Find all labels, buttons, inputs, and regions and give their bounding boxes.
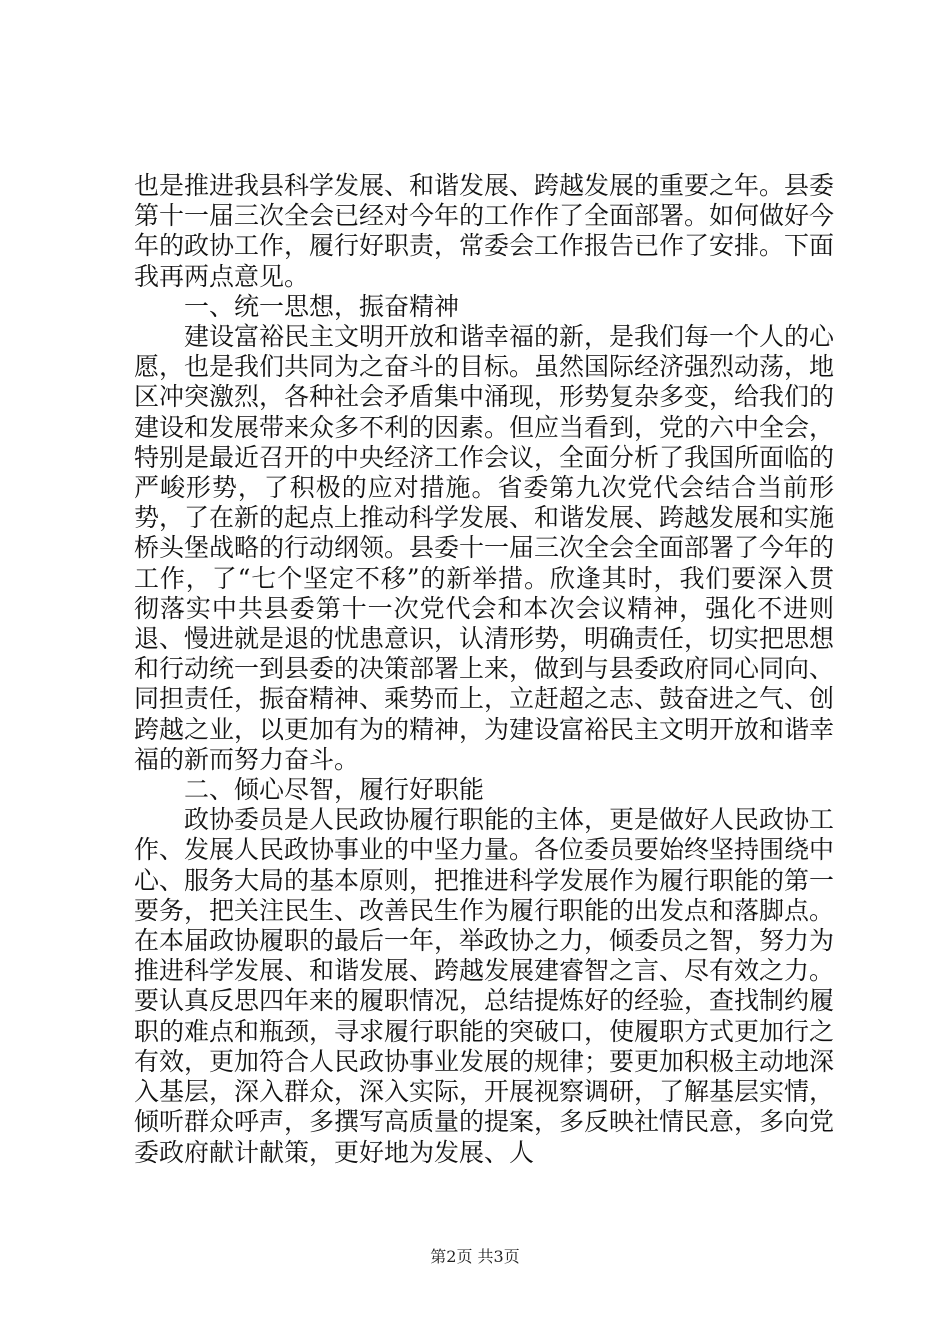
paragraph-continuation: 也是推进我县科学发展、和谐发展、跨越发展的重要之年。县委第十一届三次全会已经对今年的工作作了全面部署。如何做好今年的政协工作，履行好职责，常委会工作报告已作了安排。下面我再两点意见。 — [134, 171, 835, 291]
paragraph-section-1: 建设富裕民主文明开放和谐幸福的新，是我们每一个人的心愿，也是我们共同为之奋斗的目标。虽然国际经济强烈动荡，地区冲突激烈，各种社会矛盾集中涌现，形势复杂多变，给我们的建设和发展带来众多不利的因素。但应当看到，党的六中全会，特别是最近召开的中央经济工作会议，全面分析了我国所面临的严峻形势，了积极的应对措施。省委第九次党代会结合当前形势，了在新的起点上推动科学发展、和谐发展、跨越发展和实施桥头堡战略的行动纲领。县委十一届三次全会全面部署了今年的工作，了“七个坚定不移”的新举措。欣逢其时，我们要深入贯彻落实中共县委第十一次党代会和本次会议精神，强化不进则退、慢进就是退的忧患意识，认清形势，明确责任，切实把思想和行动统一到县委的决策部署上来，做到与县委政府同心同向、同担责任，振奋精神、乘势而上，立赶超之志、鼓奋进之气、创跨越之业，以更加有为的精神，为建设富裕民主文明开放和谐幸福的新而努力奋斗。 — [134, 322, 835, 774]
section-heading-2: 二、倾心尽智，履行好职能 — [184, 775, 485, 805]
document-body — [134, 171, 834, 1168]
page-footer: 第2页 共3页 — [430, 1247, 520, 1266]
section-heading-1: 一、统一思想，振奋精神 — [184, 291, 460, 321]
paragraph-section-2: 政协委员是人民政协履行职能的主体，更是做好人民政协工作、发展人民政协事业的中坚力量。各位委员要始终坚持围绕中心、服务大局的基本原则，把推进科学发展作为履行职能的第一要务，把关注民生、改善民生作为履行职能的出发点和落脚点。在本届政协履职的最后一年，举政协之力，倾委员之智，努力为推进科学发展、和谐发展、跨越发展建睿智之言、尽有效之力。要认真反思四年来的履职情况，总结提炼好的经验，查找制约履职的难点和瓶颈，寻求履行职能的突破口，使履职方式更加行之有效，更加符合人民政协事业发展的规律；要更加积极主动地深入基层，深入群众，深入实际，开展视察调研，了解基层实情，倾听群众呼声，多撰写高质量的提案，多反映社情民意，多向党委政府献计献策，更好地为发展、人 — [134, 805, 835, 1167]
